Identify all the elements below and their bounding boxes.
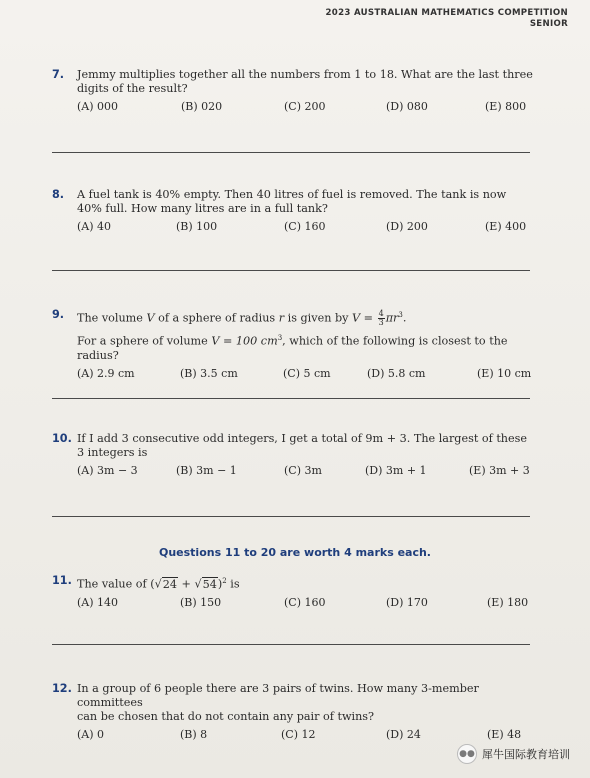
divider	[52, 644, 530, 645]
question-8	[52, 188, 542, 236]
question-9	[52, 308, 542, 383]
fraction-denominator: 3	[378, 318, 384, 328]
exponent: 2	[222, 577, 227, 585]
answer-options	[77, 220, 542, 236]
question-number: 12.	[52, 682, 72, 695]
question-text-line: 3 integers is	[77, 446, 148, 459]
formula-lhs: V =	[352, 311, 374, 325]
text-segment: The value of (	[77, 577, 155, 591]
radicand: 24	[162, 577, 177, 591]
watermark-text: 犀牛国际教育培训	[482, 748, 570, 761]
text-segment: , which of the following is closest to the radius?	[77, 334, 508, 362]
question-text-line: 40% full. How many litres are in a full tank?	[77, 202, 328, 215]
option-b[interactable]: (B) 8	[180, 728, 208, 741]
competition-title: 2023 AUSTRALIAN MATHEMATICS COMPETITION	[325, 8, 568, 18]
option-c[interactable]: (C) 160	[284, 220, 326, 233]
variable-r: r	[278, 311, 285, 325]
answer-options	[77, 596, 542, 612]
question-7	[52, 68, 542, 116]
option-b[interactable]: (B) 100	[176, 220, 218, 233]
watermark	[457, 744, 570, 764]
option-e[interactable]: (E) 3m + 3	[469, 464, 530, 477]
formula-rhs: πr	[385, 311, 399, 325]
divider	[52, 152, 530, 153]
option-e[interactable]: (E) 10 cm	[477, 366, 532, 380]
question-text-line: A fuel tank is 40% empty. Then 40 litres of fuel is removed. The tank is now	[77, 188, 507, 201]
question-number: 9.	[52, 308, 65, 321]
question-text-line: can be chosen that do not contain any pair of twins?	[77, 710, 375, 723]
option-a[interactable]: (A) 40	[77, 220, 112, 233]
option-d[interactable]: (D) 5.8 cm	[367, 366, 426, 380]
option-a[interactable]: (A) 3m − 3	[77, 464, 138, 477]
section-heading: Questions 11 to 20 are worth 4 marks each.	[158, 546, 431, 559]
text-segment: is given by	[284, 311, 353, 325]
option-c[interactable]: (C) 5 cm	[283, 366, 331, 380]
option-a[interactable]: (A) 2.9 cm	[77, 366, 135, 380]
option-a[interactable]: (A) 000	[77, 100, 119, 113]
option-d[interactable]: (D) 080	[386, 100, 428, 113]
text-segment: +	[177, 577, 195, 591]
answer-options	[77, 464, 542, 480]
fraction-numerator: 4	[378, 309, 384, 319]
option-c[interactable]: (C) 3m	[284, 464, 322, 477]
divider	[52, 516, 530, 517]
radicand: 54	[202, 577, 217, 591]
text-segment: For a sphere of volume	[77, 334, 212, 348]
question-number: 8.	[52, 188, 65, 201]
question-number: 10.	[52, 432, 72, 445]
option-b[interactable]: (B) 020	[181, 100, 223, 113]
option-d[interactable]: (D) 3m + 1	[365, 464, 427, 477]
formula: V = 100 cm	[211, 334, 278, 348]
option-d[interactable]: (D) 200	[386, 220, 428, 233]
option-b[interactable]: (B) 3.5 cm	[180, 366, 238, 380]
answer-options	[77, 367, 542, 383]
exponent: 3	[277, 334, 283, 343]
exponent: 3	[398, 311, 403, 319]
page-header	[326, 8, 568, 30]
option-e[interactable]: (E) 180	[487, 595, 529, 609]
option-b[interactable]: (B) 3m − 1	[176, 464, 237, 477]
question-number: 11.	[52, 574, 72, 587]
fraction	[378, 310, 385, 327]
option-c[interactable]: (C) 12	[281, 728, 316, 741]
sqrt-symbol: √	[154, 577, 162, 591]
option-e[interactable]: (E) 400	[485, 220, 527, 233]
division-label: SENIOR	[529, 19, 568, 29]
text-segment: )	[217, 577, 223, 591]
text-segment: The volume	[77, 311, 147, 325]
divider	[52, 270, 530, 271]
text-segment: .	[402, 311, 407, 325]
question-11	[52, 574, 542, 612]
text-segment: of a sphere of radius	[154, 311, 279, 325]
option-c[interactable]: (C) 200	[284, 100, 326, 113]
question-text-line	[77, 574, 542, 592]
option-c[interactable]: (C) 160	[284, 595, 326, 609]
text-segment: is	[226, 577, 240, 591]
option-d[interactable]: (D) 24	[386, 728, 421, 741]
variable-v: V	[146, 311, 155, 325]
question-text-line: digits of the result?	[77, 82, 188, 95]
option-a[interactable]: (A) 0	[77, 728, 105, 741]
option-e[interactable]: (E) 800	[485, 100, 527, 113]
question-text-line: In a group of 6 people there are 3 pairs of twins. How many 3-member committees	[77, 682, 479, 709]
question-text-line	[77, 308, 542, 327]
question-number: 7.	[52, 68, 65, 81]
answer-options	[77, 728, 542, 744]
option-d[interactable]: (D) 170	[386, 595, 428, 609]
wechat-icon: ●●	[457, 744, 477, 764]
question-12	[52, 682, 542, 744]
question-text-line: Jemmy multiplies together all the numbers from 1 to 18. What are the last three	[77, 68, 533, 81]
divider	[52, 398, 530, 399]
question-10	[52, 432, 542, 480]
answer-options	[77, 100, 542, 116]
option-a[interactable]: (A) 140	[77, 595, 119, 609]
option-b[interactable]: (B) 150	[180, 595, 222, 609]
question-text-line: If I add 3 consecutive odd integers, I get a total of 9m + 3. The largest of these	[77, 432, 527, 445]
question-text-line	[77, 331, 542, 363]
option-e[interactable]: (E) 48	[487, 728, 522, 741]
sqrt-symbol: √	[194, 577, 202, 591]
